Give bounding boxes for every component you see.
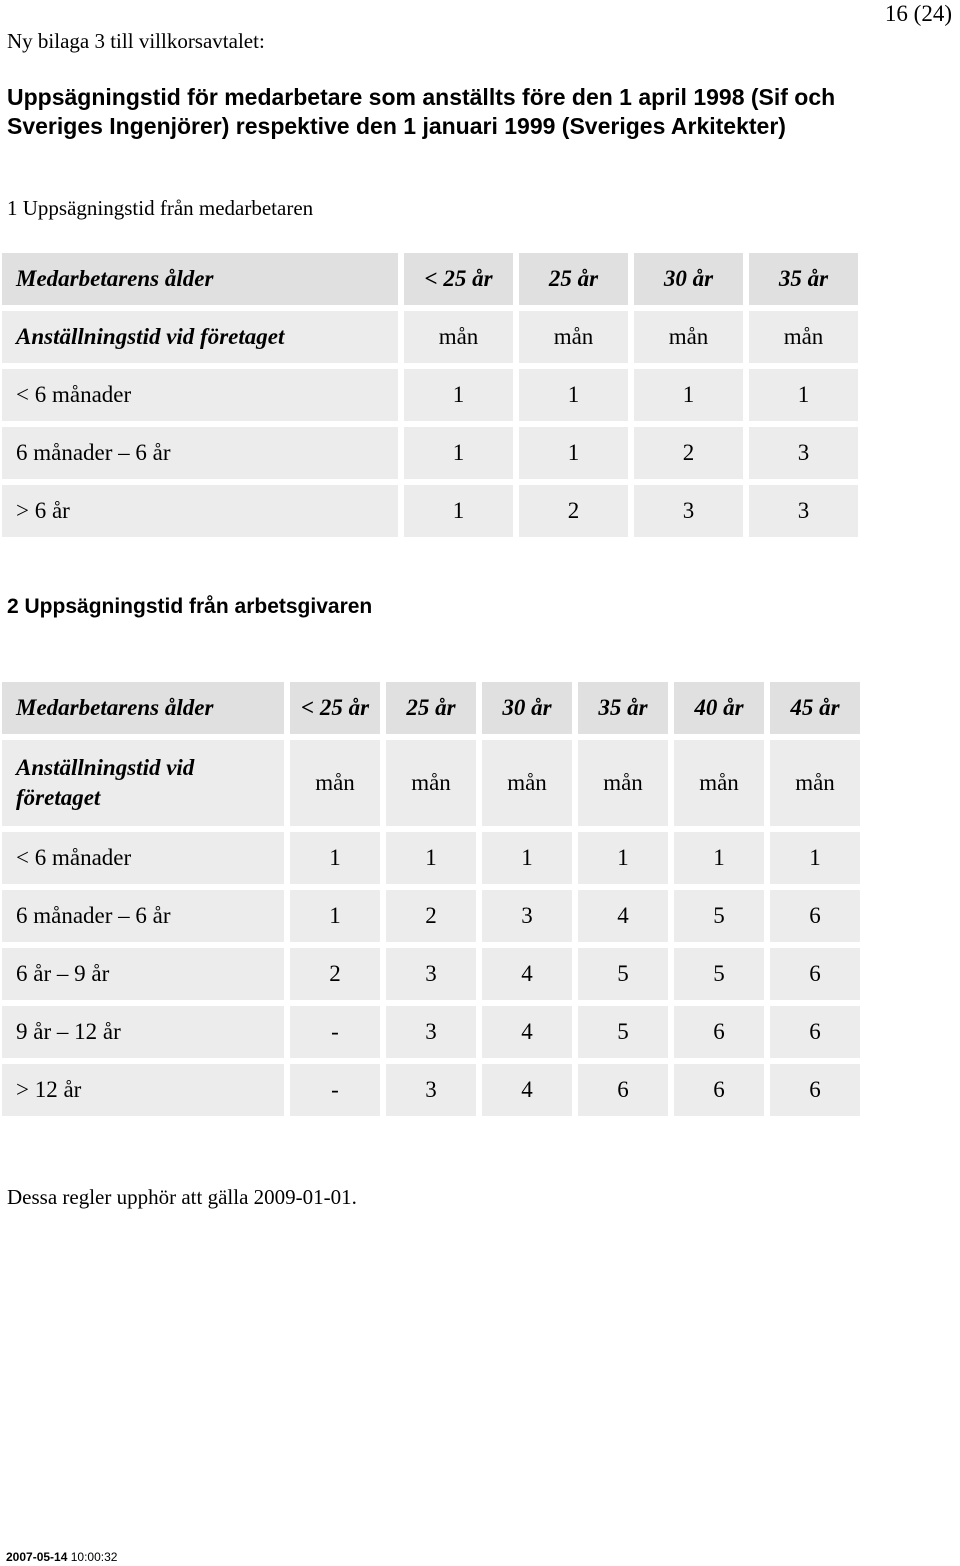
table-cell: -	[290, 1006, 380, 1058]
print-time: 10:00:32	[70, 1550, 118, 1564]
unit-cell: mån	[290, 740, 380, 826]
table-unit-row	[2, 740, 860, 826]
table-cell: 6	[674, 1006, 764, 1058]
table-cell: 2	[519, 485, 628, 537]
table-cell: 6	[770, 1006, 860, 1058]
table-cell: 1	[482, 832, 572, 884]
table-row	[2, 948, 860, 1000]
age-header: 30 år	[482, 682, 572, 734]
table-row	[2, 832, 860, 884]
document-header-label: Ny bilaga 3 till villkorsavtalet:	[7, 29, 265, 53]
age-header: < 25 år	[404, 253, 513, 305]
notice-table-employer	[0, 676, 866, 1122]
page-title: Uppsägningstid för medarbetare som anställts före den 1 april 1998 (Sif och Sveriges Ingenjörer) respektive den 1 januari 1999 (Sveriges Arkitekter)	[7, 84, 836, 139]
unit-cell: mån	[634, 311, 743, 363]
section-2-heading: 2 Uppsägningstid från arbetsgivaren	[7, 595, 373, 618]
unit-cell: mån	[770, 740, 860, 826]
employment-label: Anställningstid vid företaget	[2, 311, 398, 363]
table-cell: 3	[634, 485, 743, 537]
table-cell: 1	[749, 369, 858, 421]
unit-cell: mån	[578, 740, 668, 826]
row-label: 6 månader – 6 år	[2, 890, 284, 942]
table-cell: 6	[578, 1064, 668, 1116]
table-cell: 6	[770, 890, 860, 942]
validity-note: Dessa regler upphör att gälla 2009-01-01.	[7, 1185, 357, 1209]
table-cell: 2	[634, 427, 743, 479]
table-cell: 2	[290, 948, 380, 1000]
table-cell: 3	[749, 485, 858, 537]
row-label: 6 år – 9 år	[2, 948, 284, 1000]
table-row	[2, 1064, 860, 1116]
row-label: > 6 år	[2, 485, 398, 537]
table-cell: 3	[482, 890, 572, 942]
employment-label: Anställningstid vid företaget	[2, 740, 284, 826]
table-cell: 4	[482, 948, 572, 1000]
table-row	[2, 1006, 860, 1058]
table-cell: 1	[634, 369, 743, 421]
unit-cell: mån	[404, 311, 513, 363]
row-label: 6 månader – 6 år	[2, 427, 398, 479]
table-cell: 4	[482, 1064, 572, 1116]
row-label: > 12 år	[2, 1064, 284, 1116]
age-label: Medarbetarens ålder	[2, 682, 284, 734]
unit-cell: mån	[519, 311, 628, 363]
table-cell: 3	[386, 1064, 476, 1116]
age-header: 40 år	[674, 682, 764, 734]
table-cell: 5	[578, 948, 668, 1000]
age-header: 45 år	[770, 682, 860, 734]
table-cell: 5	[674, 948, 764, 1000]
table-cell: 2	[386, 890, 476, 942]
table-cell: 1	[404, 485, 513, 537]
print-timestamp	[6, 1550, 117, 1564]
table-header-row	[2, 682, 860, 734]
table-cell: 6	[674, 1064, 764, 1116]
row-label: < 6 månader	[2, 832, 284, 884]
table-cell: 1	[290, 890, 380, 942]
table-cell: 6	[770, 948, 860, 1000]
row-label: < 6 månader	[2, 369, 398, 421]
age-header: < 25 år	[290, 682, 380, 734]
table-row	[2, 485, 858, 537]
table-cell: 6	[770, 1064, 860, 1116]
table-cell: 1	[674, 832, 764, 884]
table-unit-row	[2, 311, 858, 363]
table-row	[2, 890, 860, 942]
age-label: Medarbetarens ålder	[2, 253, 398, 305]
table-header-row	[2, 253, 858, 305]
table-row	[2, 427, 858, 479]
unit-cell: mån	[482, 740, 572, 826]
table-cell: 1	[519, 369, 628, 421]
table-cell: 1	[578, 832, 668, 884]
row-label: 9 år – 12 år	[2, 1006, 284, 1058]
table-cell: 5	[674, 890, 764, 942]
page-number: 16 (24)	[884, 1, 952, 26]
table-cell: 4	[578, 890, 668, 942]
unit-cell: mån	[386, 740, 476, 826]
table-cell: 3	[749, 427, 858, 479]
unit-cell: mån	[674, 740, 764, 826]
notice-table-employee	[0, 247, 864, 543]
age-header: 25 år	[519, 253, 628, 305]
unit-cell: mån	[749, 311, 858, 363]
age-header: 35 år	[578, 682, 668, 734]
table-cell: 1	[770, 832, 860, 884]
table-cell: -	[290, 1064, 380, 1116]
age-header: 30 år	[634, 253, 743, 305]
table-cell: 1	[404, 427, 513, 479]
table-cell: 1	[290, 832, 380, 884]
table-cell: 1	[404, 369, 513, 421]
table-cell: 4	[482, 1006, 572, 1058]
table-cell: 1	[519, 427, 628, 479]
table-cell: 1	[386, 832, 476, 884]
table-cell: 3	[386, 1006, 476, 1058]
table-cell: 5	[578, 1006, 668, 1058]
table-cell: 3	[386, 948, 476, 1000]
table-row	[2, 369, 858, 421]
print-date: 2007-05-14	[6, 1550, 68, 1564]
age-header: 25 år	[386, 682, 476, 734]
section-1-heading: 1 Uppsägningstid från medarbetaren	[7, 196, 314, 220]
age-header: 35 år	[749, 253, 858, 305]
